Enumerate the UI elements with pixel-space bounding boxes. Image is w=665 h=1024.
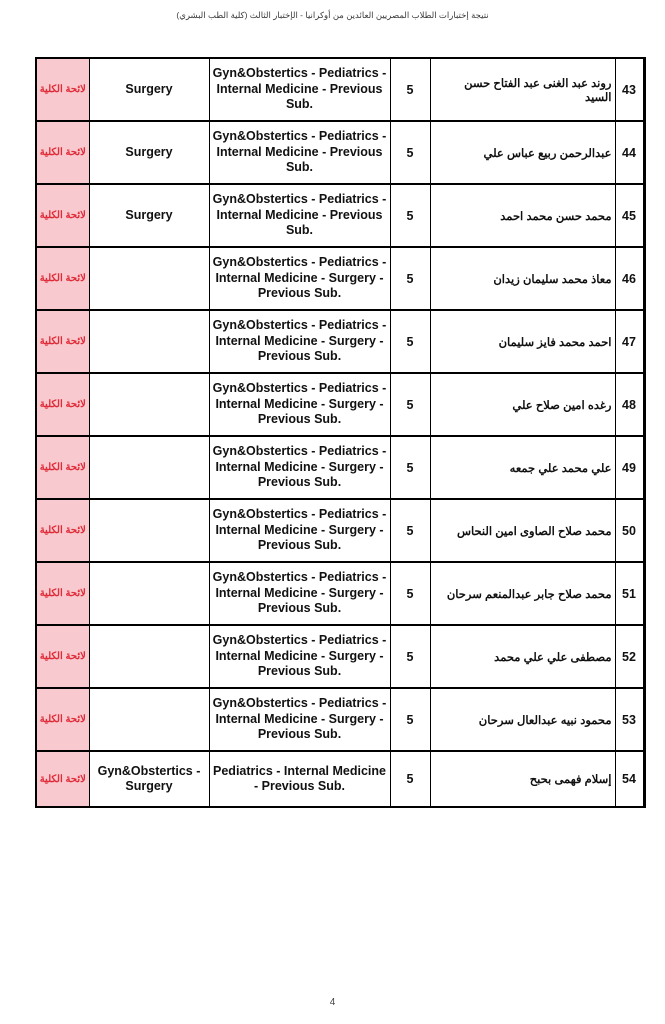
subject-count-cell: 5 <box>390 688 430 751</box>
table-row <box>36 58 644 121</box>
subjects-group-b-cell <box>89 247 209 310</box>
student-name-cell: مصطفى علي علي محمد <box>430 625 615 688</box>
subjects-group-b-cell: Gyn&Obstertics - Surgery <box>89 751 209 807</box>
row-number-cell: 51 <box>615 562 644 625</box>
row-number-cell: 45 <box>615 184 644 247</box>
subject-count-cell: 5 <box>390 58 430 121</box>
subjects-group-a-cell: Pediatrics - Internal Medicine - Previous Sub. <box>209 751 390 807</box>
row-number-cell: 48 <box>615 373 644 436</box>
student-name-cell: محمد صلاح الصاوى امين النحاس <box>430 499 615 562</box>
regulation-cell: لائحة الكلية <box>36 688 89 751</box>
regulation-cell: لائحة الكلية <box>36 121 89 184</box>
subjects-group-b-cell: Surgery <box>89 184 209 247</box>
row-number-cell: 43 <box>615 58 644 121</box>
table-row <box>36 436 644 499</box>
subjects-group-a-cell: Gyn&Obstertics - Pediatrics - Internal Medicine - Previous Sub. <box>209 58 390 121</box>
subjects-group-b-cell <box>89 436 209 499</box>
subjects-group-a-cell: Gyn&Obstertics - Pediatrics - Internal Medicine - Surgery - Previous Sub. <box>209 373 390 436</box>
regulation-cell: لائحة الكلية <box>36 436 89 499</box>
regulation-cell: لائحة الكلية <box>36 499 89 562</box>
student-name-cell: معاذ محمد سليمان زيدان <box>430 247 615 310</box>
table-row <box>36 121 644 184</box>
subject-count-cell: 5 <box>390 562 430 625</box>
regulation-cell: لائحة الكلية <box>36 373 89 436</box>
subjects-group-a-cell: Gyn&Obstertics - Pediatrics - Internal Medicine - Surgery - Previous Sub. <box>209 562 390 625</box>
regulation-cell: لائحة الكلية <box>36 625 89 688</box>
subjects-group-b-cell <box>89 499 209 562</box>
subject-count-cell: 5 <box>390 499 430 562</box>
student-name-cell: روند عبد الغنى عبد الفتاح حسن السيد <box>430 58 615 121</box>
subject-count-cell: 5 <box>390 184 430 247</box>
subjects-group-b-cell: Surgery <box>89 121 209 184</box>
subjects-group-a-cell: Gyn&Obstertics - Pediatrics - Internal Medicine - Previous Sub. <box>209 121 390 184</box>
subjects-group-a-cell: Gyn&Obstertics - Pediatrics - Internal Medicine - Previous Sub. <box>209 184 390 247</box>
subjects-group-b-cell <box>89 625 209 688</box>
student-name-cell: علي محمد علي جمعه <box>430 436 615 499</box>
row-number-cell: 52 <box>615 625 644 688</box>
results-table-body <box>36 58 644 807</box>
table-row <box>36 499 644 562</box>
subjects-group-a-cell: Gyn&Obstertics - Pediatrics - Internal Medicine - Surgery - Previous Sub. <box>209 625 390 688</box>
subject-count-cell: 5 <box>390 625 430 688</box>
student-name-cell: محمد حسن محمد احمد <box>430 184 615 247</box>
student-name-cell: عبدالرحمن ربيع عباس علي <box>430 121 615 184</box>
subjects-group-a-cell: Gyn&Obstertics - Pediatrics - Internal Medicine - Surgery - Previous Sub. <box>209 436 390 499</box>
regulation-cell: لائحة الكلية <box>36 751 89 807</box>
row-number-cell: 49 <box>615 436 644 499</box>
subject-count-cell: 5 <box>390 310 430 373</box>
student-name-cell: إسلام فهمى بحبح <box>430 751 615 807</box>
regulation-cell: لائحة الكلية <box>36 184 89 247</box>
student-name-cell: محمد صلاح جابر عبدالمنعم سرحان <box>430 562 615 625</box>
regulation-cell: لائحة الكلية <box>36 247 89 310</box>
subjects-group-a-cell: Gyn&Obstertics - Pediatrics - Internal Medicine - Surgery - Previous Sub. <box>209 688 390 751</box>
document-title: نتيجة إختبارات الطلاب المصريين العائدين من أوكرانيا - الإختبار الثالث (كلية الطب البشري) <box>176 10 489 20</box>
table-row <box>36 625 644 688</box>
row-number-cell: 44 <box>615 121 644 184</box>
subjects-group-b-cell <box>89 310 209 373</box>
table-row <box>36 310 644 373</box>
row-number-cell: 54 <box>615 751 644 807</box>
student-name-cell: احمد محمد فايز سليمان <box>430 310 615 373</box>
table-row <box>36 688 644 751</box>
subject-count-cell: 5 <box>390 436 430 499</box>
subjects-group-b-cell <box>89 688 209 751</box>
regulation-cell: لائحة الكلية <box>36 310 89 373</box>
results-table-container <box>35 57 646 808</box>
subjects-group-b-cell <box>89 373 209 436</box>
row-number-cell: 47 <box>615 310 644 373</box>
row-number-cell: 53 <box>615 688 644 751</box>
table-row <box>36 373 644 436</box>
subjects-group-b-cell: Surgery <box>89 58 209 121</box>
subject-count-cell: 5 <box>390 373 430 436</box>
table-row <box>36 751 644 807</box>
row-number-cell: 50 <box>615 499 644 562</box>
regulation-cell: لائحة الكلية <box>36 58 89 121</box>
subjects-group-b-cell <box>89 562 209 625</box>
results-table <box>35 57 646 808</box>
table-row <box>36 562 644 625</box>
student-name-cell: محمود نبيه عبدالعال سرحان <box>430 688 615 751</box>
subject-count-cell: 5 <box>390 751 430 807</box>
subject-count-cell: 5 <box>390 121 430 184</box>
subjects-group-a-cell: Gyn&Obstertics - Pediatrics - Internal Medicine - Surgery - Previous Sub. <box>209 310 390 373</box>
table-row <box>36 247 644 310</box>
regulation-cell: لائحة الكلية <box>36 562 89 625</box>
student-name-cell: رغده امين صلاح علي <box>430 373 615 436</box>
table-row <box>36 184 644 247</box>
row-number-cell: 46 <box>615 247 644 310</box>
subjects-group-a-cell: Gyn&Obstertics - Pediatrics - Internal Medicine - Surgery - Previous Sub. <box>209 247 390 310</box>
subjects-group-a-cell: Gyn&Obstertics - Pediatrics - Internal Medicine - Surgery - Previous Sub. <box>209 499 390 562</box>
subject-count-cell: 5 <box>390 247 430 310</box>
page-number: 4 <box>329 997 336 1008</box>
